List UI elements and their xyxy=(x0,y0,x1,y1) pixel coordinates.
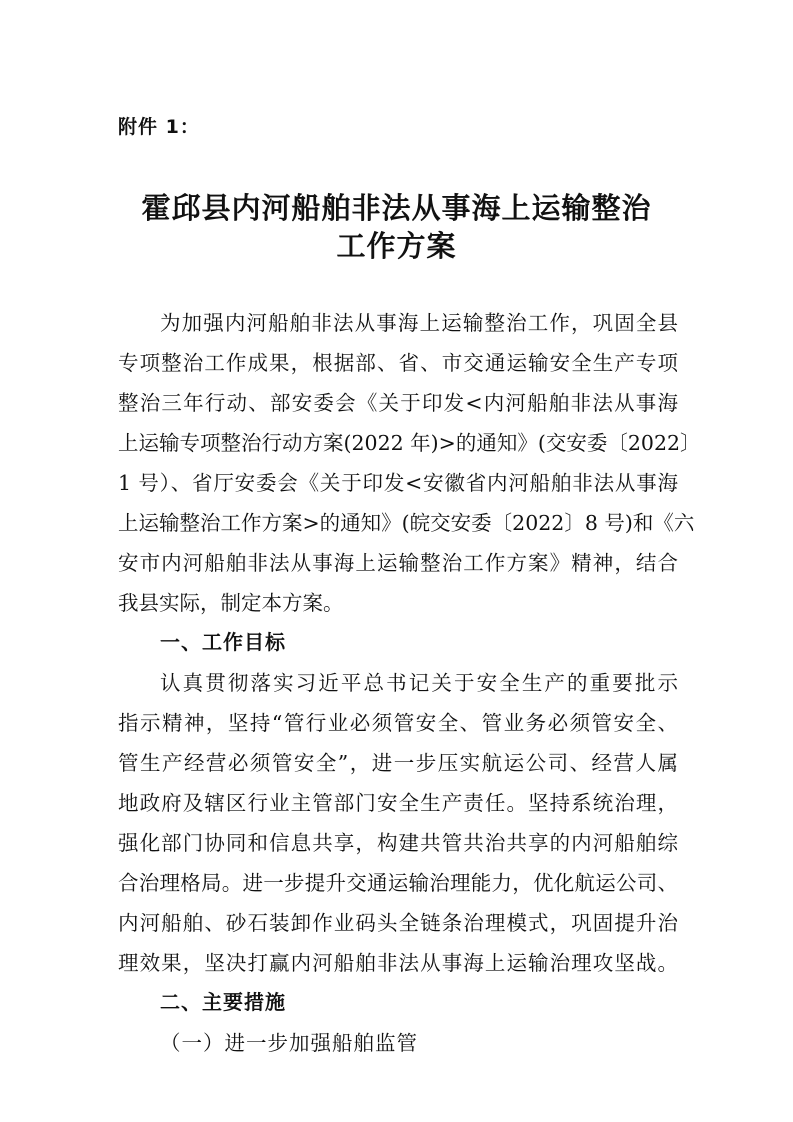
intro-line: 专项整治工作成果，根据部、省、市交通运输安全生产专项 xyxy=(118,351,678,375)
goals-line: 强化部门协同和信息共享，构建共管共治共享的内河船舶综 xyxy=(118,831,678,855)
intro-line: 上运输专项整治行动方案(2022 年)>的通知》(交安委〔2022〕 xyxy=(118,431,701,455)
goals-line: 理效果，坚决打赢内河船舶非法从事海上运输治理攻坚战。 xyxy=(118,951,678,975)
attachment-label: 附件 1： xyxy=(118,116,200,138)
goals-line: 指示精神，坚持“管行业必须管安全、管业务必须管安全、 xyxy=(118,711,678,735)
intro-line: 上运输整治工作方案>的通知》(皖交安委〔2022〕8 号)和《六 xyxy=(118,511,695,535)
intro-line: 我县实际，制定本方案。 xyxy=(118,591,344,615)
intro-line: 整治三年行动、部安委会《关于印发<内河船舶非法从事海 xyxy=(118,391,678,415)
section-heading-goals: 一、工作目标 xyxy=(160,630,286,654)
goals-line: 认真贯彻落实习近平总书记关于安全生产的重要批示 xyxy=(160,671,678,695)
intro-line: 为加强内河船舶非法从事海上运输整治工作，巩固全县 xyxy=(160,311,678,335)
goals-line: 地政府及辖区行业主管部门安全生产责任。坚持系统治理， xyxy=(118,791,678,815)
goals-line: 管生产经营必须管安全”，进一步压实航运公司、经营人属 xyxy=(118,751,678,775)
document-title-line-2: 工作方案 xyxy=(336,229,457,263)
goals-line: 合治理格局。进一步提升交通运输治理能力，优化航运公司、 xyxy=(118,871,678,895)
intro-line: 安市内河船舶非法从事海上运输整治工作方案》精神，结合 xyxy=(118,551,678,575)
section-heading-measures: 二、主要措施 xyxy=(160,990,286,1014)
document-title-line-1: 霍邱县内河船舶非法从事海上运输整治 xyxy=(141,191,652,225)
subsection-heading: （一）进一步加强船舶监管 xyxy=(160,1031,418,1055)
goals-line: 内河船舶、砂石装卸作业码头全链条治理模式，巩固提升治 xyxy=(118,911,678,935)
intro-line: 1 号）、省厅安委会《关于印发<安徽省内河船舶非法从事海 xyxy=(118,471,678,495)
